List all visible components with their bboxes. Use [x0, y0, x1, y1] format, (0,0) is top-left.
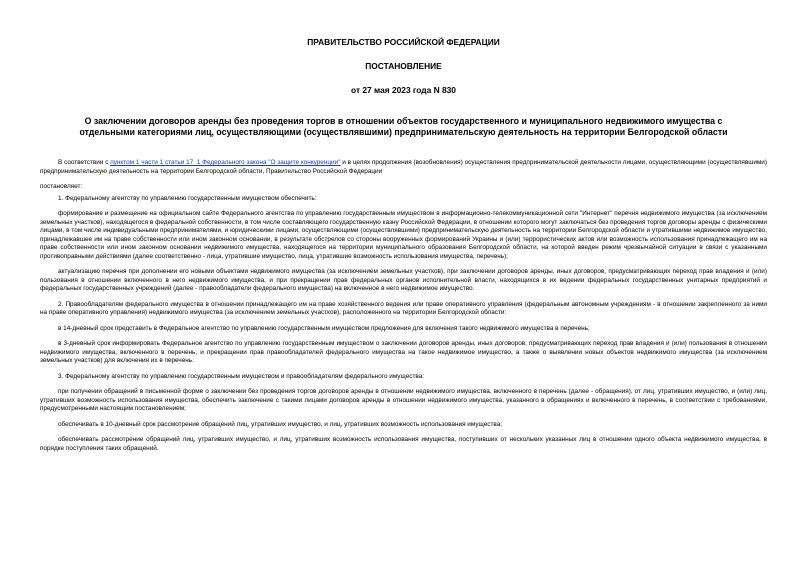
paragraph-2: 2. Правообладателям федерального имущества в отношении принадлежащего им на праве хозяйственного ведения или праве оперативного управления (федеральным автономным учреждениям - в отношении закрепленного за ними на праве оперативного управления) недвижимого имущества (за исключением земельных участков), расположенного на территории Белгородской области: [40, 300, 767, 316]
paragraph-3: 3. Федеральному агентству по управлению государственным имуществом и правообладателям федерального имущества: [58, 372, 425, 380]
doc-title: О заключении договоров аренды без проведения торгов в отношении объектов государственного и муниципального недвижимого имущества с отдельными категориями лиц, осуществляющими (осуществлявшими) предпринимательскую деятельность на территории Белгородской области [79, 116, 728, 137]
paragraph-1: 1. Федеральному агентству по управлению государственным имуществом обеспечить: [58, 194, 317, 202]
paragraph-2b: в 3-дневный срок информировать Федеральное агентство по управлению государственным имуществом о заключении договоров аренды, иных договоров, предусматривающих переход прав владения и (или) пользования в отношении недвижимого имущества, включенного в перечень, и прекращении прав правообладателей федерального имущества на такое недвижимое имущество, а также о выявлении новых объектов недвижимого имущества (за исключением земельных участков) для включения их в перечень. [40, 340, 767, 364]
intro-text-before: В соответствии с [58, 159, 111, 166]
paragraph-3a: при получении обращений в письменной форме о заключении без проведения торгов договоров аренды в отношении недвижимого имущества, включенного в перечень (далее - обращения), от лиц, утративших имущество, и (или) лиц, утративших возможность использования имущества, обеспечить заключение с такими лицами договоров аренды в отношении недвижимого имущества, указанного в обращениях и включенного в перечень, в соответствии с требованиями, предусмотренными настоящим постановлением; [40, 388, 767, 412]
doc-date-number: от 27 мая 2023 года N 830 [351, 85, 456, 95]
doc-authority: ПРАВИТЕЛЬСТВО РОССИЙСКОЙ ФЕДЕРАЦИИ [307, 37, 500, 47]
paragraph-3c: обеспечивать рассмотрение обращений лиц, утративших имущество, и лиц, утративших возможность использования имущества, поступивших от нескольких указанных лиц в отношении одного объекта недвижимого имущества, в порядке поступления таких обращений. [40, 436, 767, 452]
paragraph-3b: обеспечивать в 10-дневный срок рассмотрение обращений лиц, утративших имущество, и лиц, утративших возможность использования имущества; [58, 420, 503, 428]
law-reference-link[interactable]: пунктом 1 части 1 статьи 17_1 Федерального закона "О защите конкуренции" [110, 159, 341, 166]
paragraph-1a: формирование и размещение на официальном сайте Федерального агентства по управлению государственным имуществом в информационно-телекоммуникационной сети "Интернет" перечня недвижимого имущества (за исключением земельных участков), находящегося в федеральной собственности, в том числе составляющего государственную казну Российской Федерации, в отношении которого могут заключаться без проведения торгов договоры аренды с физическими лицами, в том числе индивидуальными предпринимателями, и юридическими лицами, осуществляющими (осуществлявшими) предпринимательскую деятельность на территории Белгородской области и утратившими недвижимое имущество, принадлежавшее им на праве собственности или ином законном основании, в результате обстрелов со стороны вооруженных формирований Украины и (или) террористических актов или возможность использования принадлежащего им на праве собственности или ином законном основании недвижимого имущества, находящегося на территории муниципального образования Белгородской области, на которой введен режим чрезвычайной ситуации в связи с указанными противоправными действиями (далее соответственно - лица, утратившие имущество, лица, утратившие возможность использования имущества, перечень); [40, 210, 767, 260]
intro-paragraph [40, 159, 767, 176]
doc-body [40, 159, 767, 453]
doc-type: ПОСТАНОВЛЕНИЕ [365, 61, 442, 71]
paragraph-1b: актуализацию перечня при дополнении его новыми объектами недвижимого имущества (за исключением земельных участков), при заключении договоров аренды, иных договоров, предусматривающих переход прав владения и (или) пользования в отношении включенного в него недвижимого имущества, и при прекращении прав федеральных органов исполнительной власти, находящихся в их ведении федеральных государственных унитарных предприятий и федеральных государственных учреждений (далее - правообладатели федерального имущества) на включенное в него недвижимое имущество. [40, 268, 767, 292]
decree-word: постановляет: [40, 183, 83, 190]
paragraph-2a: в 14-дневный срок представить в Федеральное агентство по управлению государственным имуществом предложения для включения такого недвижимого имущества в перечень; [58, 324, 590, 332]
intro-text-after: и в целях продолжения (возобновления) осуществления предпринимательской деятельности лицами, осуществляющими (осуществлявшими) предпринимательскую деятельность на территории Белгородской области, Правительство Российской Федерации [40, 159, 767, 175]
